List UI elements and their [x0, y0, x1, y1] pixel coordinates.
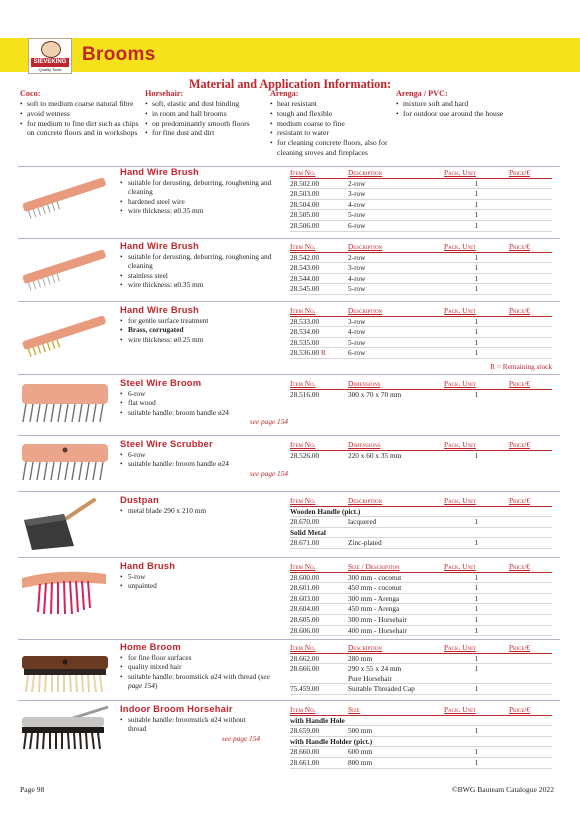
product-table — [290, 643, 552, 695]
col-header: Item No. — [290, 306, 348, 316]
col-header: Price/€ — [509, 705, 552, 715]
product-bullet: • 6-row — [120, 450, 288, 459]
product-title: Hand Brush — [120, 560, 176, 571]
col-header: Size / Description — [348, 562, 444, 572]
product-table — [290, 496, 552, 549]
table-row: 28.542.00 2-row 1 — [290, 252, 552, 263]
product-description — [120, 506, 288, 515]
col-header: Item No. — [290, 242, 348, 252]
material-item: • soft, elastic and dust binding — [145, 99, 270, 109]
see-page-link[interactable]: see page 154 — [128, 671, 270, 691]
col-header: Description — [348, 496, 444, 506]
col-header: Item No. — [290, 643, 348, 653]
table-row: 28.600.00 300 mm - coconut 1 — [290, 572, 552, 583]
product-bullet: • hardened steel wire — [120, 197, 288, 206]
product-bullet: • suitable for derusting, deburring, roughening and cleaning — [120, 252, 288, 271]
see-page-link[interactable]: see page 154 — [249, 468, 288, 478]
material-item: • heat resistant — [270, 99, 392, 109]
see-page-link[interactable]: see page 154 — [249, 417, 288, 427]
product-bullet: • suitable handle: broom handle ø24 — [120, 408, 288, 417]
col-header: Dimensions — [348, 379, 444, 389]
product-bullet: • 5-row — [120, 572, 288, 581]
col-header: Pack. Unit — [444, 379, 509, 389]
material-item: • on predominantly smooth floors — [145, 119, 270, 129]
product-table — [290, 306, 552, 359]
product-bullet: • suitable handle: broomstick ø24 with thread (see page 154) — [120, 672, 280, 691]
material-heading: Arenga / PVC: — [396, 89, 448, 98]
product-bullet: • wire thickness: ø0.25 mm — [120, 335, 288, 344]
table-row: 28.536.00 R 6-row 1 — [290, 348, 552, 359]
col-header: Price/€ — [509, 168, 552, 178]
material-heading: Coco: — [20, 89, 41, 98]
material-column-arenga — [270, 89, 392, 158]
product-table — [290, 379, 552, 399]
logo-band: SIEVEKING — [31, 58, 69, 67]
logo-subtitle: Quality Tools — [38, 67, 62, 72]
table-row: 28.534.00 4-row 1 — [290, 327, 552, 338]
product-title: Hand Wire Brush — [120, 166, 199, 177]
product-title: Steel Wire Scrubber — [120, 438, 213, 449]
material-item: • soft to medium coarse natural fibre — [20, 99, 140, 109]
material-column-coco — [20, 89, 140, 138]
product-bullet: • wire thickness: ø0.35 mm — [120, 206, 288, 215]
product-table — [290, 168, 552, 232]
col-header: Item No. — [290, 168, 348, 178]
table-row: 28.666.00 290 x 55 x 24 mm 1 — [290, 664, 479, 674]
col-header: Item No. — [290, 562, 348, 572]
material-item: • resistant to water — [270, 128, 392, 138]
col-header: Price/€ — [509, 306, 552, 316]
product-table — [290, 705, 552, 769]
section-divider — [18, 374, 560, 375]
col-header: Description — [348, 168, 444, 178]
table-row: 28.544.00 4-row 1 — [290, 273, 552, 284]
material-title: Material and Application Information: — [188, 77, 392, 91]
section-divider — [18, 557, 560, 558]
material-column-horsehair — [145, 89, 270, 138]
col-header: Pack. Unit — [444, 496, 509, 506]
brand-logo — [28, 38, 72, 74]
material-item: • medium coarse to fine — [270, 119, 392, 129]
product-bullet: • 6-row — [120, 389, 288, 398]
table-row: 28.503.00 3-row 1 — [290, 189, 552, 200]
product-bullet: • for fine floor surfaces — [120, 653, 280, 662]
col-header: Price/€ — [509, 643, 552, 653]
product-bullet: • suitable for derusting, deburring, roughening and cleaning — [120, 178, 288, 197]
section-divider — [18, 639, 560, 640]
col-header: Size — [348, 705, 444, 715]
material-item: • avoid wetness — [20, 109, 140, 119]
col-header: Item No. — [290, 379, 348, 389]
table-row: 28.516.00 300 x 70 x 70 mm 1 — [290, 389, 479, 399]
col-header: Price/€ — [509, 562, 552, 572]
table-row: 28.543.00 3-row 1 — [290, 263, 552, 274]
col-header: Item No. — [290, 705, 348, 715]
material-column-arenga-pvc — [396, 89, 521, 119]
section-divider — [18, 435, 560, 436]
product-description — [120, 178, 288, 216]
product-table — [290, 562, 552, 636]
col-header: Price/€ — [509, 242, 552, 252]
product-title: Hand Wire Brush — [120, 240, 199, 251]
product-bullet: • stainless steel — [120, 271, 288, 280]
table-row: Pure Horsehair — [290, 674, 552, 684]
product-table — [290, 440, 552, 460]
col-header: Price/€ — [509, 379, 552, 389]
col-header: Item No. — [290, 496, 348, 506]
product-bullet: • for gentle surface treatment — [120, 316, 288, 325]
product-bullet: • unpainted — [120, 581, 288, 590]
table-row: 28.505.00 5-row 1 — [290, 210, 552, 221]
col-header: Pack. Unit — [444, 306, 509, 316]
steel-wire-scrubber-image — [20, 442, 110, 484]
col-header: Pack. Unit — [444, 643, 509, 653]
col-header: Description — [348, 643, 444, 653]
product-description — [120, 389, 288, 427]
material-item: • tough and flexible — [270, 109, 392, 119]
footer-catalogue: ©BWG Bauteam Catalogue 2022 — [451, 785, 554, 794]
table-row: 28.526.00 220 x 60 x 35 mm 1 — [290, 450, 479, 460]
table-row: 28.603.00 300 mm - Arenga 1 — [290, 593, 552, 604]
table-row: 28.502.00 2-row 1 — [290, 178, 552, 189]
logo-face-icon — [41, 41, 61, 58]
col-header: Item No. — [290, 440, 348, 450]
section-divider — [18, 700, 560, 701]
table-row: 28.506.00 6-row 1 — [290, 220, 552, 231]
product-description — [120, 653, 280, 691]
home-broom-image — [20, 650, 110, 696]
col-header: Dimensions — [348, 440, 444, 450]
product-title: Home Broom — [120, 641, 181, 652]
remaining-stock-note: R = Remaining stock — [490, 362, 552, 371]
product-bullet: • suitable handle: broomstick ø24 without thread — [120, 715, 260, 734]
col-header: Pack. Unit — [444, 705, 509, 715]
table-row: 28.604.00 450 mm - Arenga 1 — [290, 604, 552, 615]
table-row: 28.535.00 5-row 1 — [290, 337, 552, 348]
material-item: • for outdoor use around the house — [396, 109, 521, 119]
steel-wire-broom-image — [20, 382, 110, 426]
table-row: 28.659.00 500 mm 1 — [290, 726, 552, 737]
table-row: 28.662.00 280 mm 1 — [290, 653, 552, 664]
product-table — [290, 242, 552, 295]
product-title: Steel Wire Broom — [120, 377, 202, 388]
section-divider — [18, 491, 560, 492]
group-label-row: Wooden Handle (pict.) — [290, 506, 552, 517]
col-header: Price/€ — [509, 440, 552, 450]
table-row: 28.545.00 5-row 1 — [290, 284, 552, 295]
col-header: Price/€ — [509, 496, 552, 506]
material-heading: Horsehair: — [145, 89, 184, 98]
product-bullet: • flat wood — [120, 398, 288, 407]
stainless-wire-brush-image — [20, 244, 110, 294]
material-item: • in room and hall brooms — [145, 109, 270, 119]
hand-brush-image — [20, 564, 110, 618]
product-description — [120, 450, 288, 478]
col-header: Description — [348, 306, 444, 316]
group-label-row: with Handle Hole — [290, 715, 552, 726]
indoor-broom-image — [20, 705, 112, 753]
group-label-row: Solid Metal — [290, 527, 552, 538]
table-row: 28.601.00 450 mm - coconut 1 — [290, 583, 552, 594]
remaining-stock-mark: R — [321, 348, 326, 358]
table-row: 28.660.00 600 mm 1 — [290, 747, 552, 758]
product-title: Dustpan — [120, 494, 159, 505]
material-item: • for cleaning concrete floors, also for cleaning stoves and fireplaces — [270, 138, 392, 158]
product-description — [120, 715, 260, 743]
section-divider — [18, 301, 560, 302]
material-heading: Arenga: — [270, 89, 299, 98]
col-header: Pack. Unit — [444, 242, 509, 252]
product-bullet: • metal blade 290 x 210 mm — [120, 506, 288, 515]
product-bullet: • wire thickness: ø0.35 mm — [120, 280, 288, 289]
group-label-row: with Handle Holder (pict.) — [290, 736, 552, 747]
material-item: • for medium to fine dirt such as chips on concrete floors and in workshops — [20, 119, 140, 139]
product-description — [120, 316, 288, 344]
page-title: Brooms — [82, 44, 156, 65]
brass-wire-brush-image — [20, 310, 110, 360]
table-row: 28.605.00 300 mm - Horsehair 1 — [290, 614, 552, 625]
product-description — [120, 252, 288, 290]
table-row: 28.504.00 4-row 1 — [290, 199, 552, 210]
material-item: • for fine dust and dirt — [145, 128, 270, 138]
section-divider — [18, 238, 560, 239]
dustpan-image — [20, 496, 100, 554]
hand-wire-brush-image — [20, 172, 110, 222]
page-number: Page 98 — [20, 785, 45, 794]
see-page-link[interactable]: see page 154 — [221, 733, 260, 743]
product-title: Indoor Broom Horsehair — [120, 703, 233, 714]
table-row: 28.533.00 3-row 1 — [290, 316, 552, 327]
table-row: 28.661.00 800 mm 1 — [290, 757, 552, 768]
table-row: 28.671.00 Zinc-plated 1 — [290, 538, 552, 549]
col-header: Pack. Unit — [444, 562, 509, 572]
table-row: 28.670.00 lacquered 1 — [290, 517, 552, 528]
table-row: 75.459.00 Suitable Threaded Cap 1 — [290, 684, 552, 695]
table-row: 28.606.00 400 mm - Horsehair 1 — [290, 625, 552, 636]
product-bullet: • Brass, corrugated — [120, 325, 288, 334]
col-header: Pack. Unit — [444, 168, 509, 178]
col-header: Description — [348, 242, 444, 252]
material-item: • mixture soft and hard — [396, 99, 521, 109]
product-description — [120, 572, 288, 591]
col-header: Pack. Unit — [444, 440, 509, 450]
section-divider — [18, 166, 560, 167]
product-bullet: • suitable handle: broom handle ø24 — [120, 459, 288, 468]
product-bullet: • quality mixed hair — [120, 662, 280, 671]
product-title: Hand Wire Brush — [120, 304, 199, 315]
